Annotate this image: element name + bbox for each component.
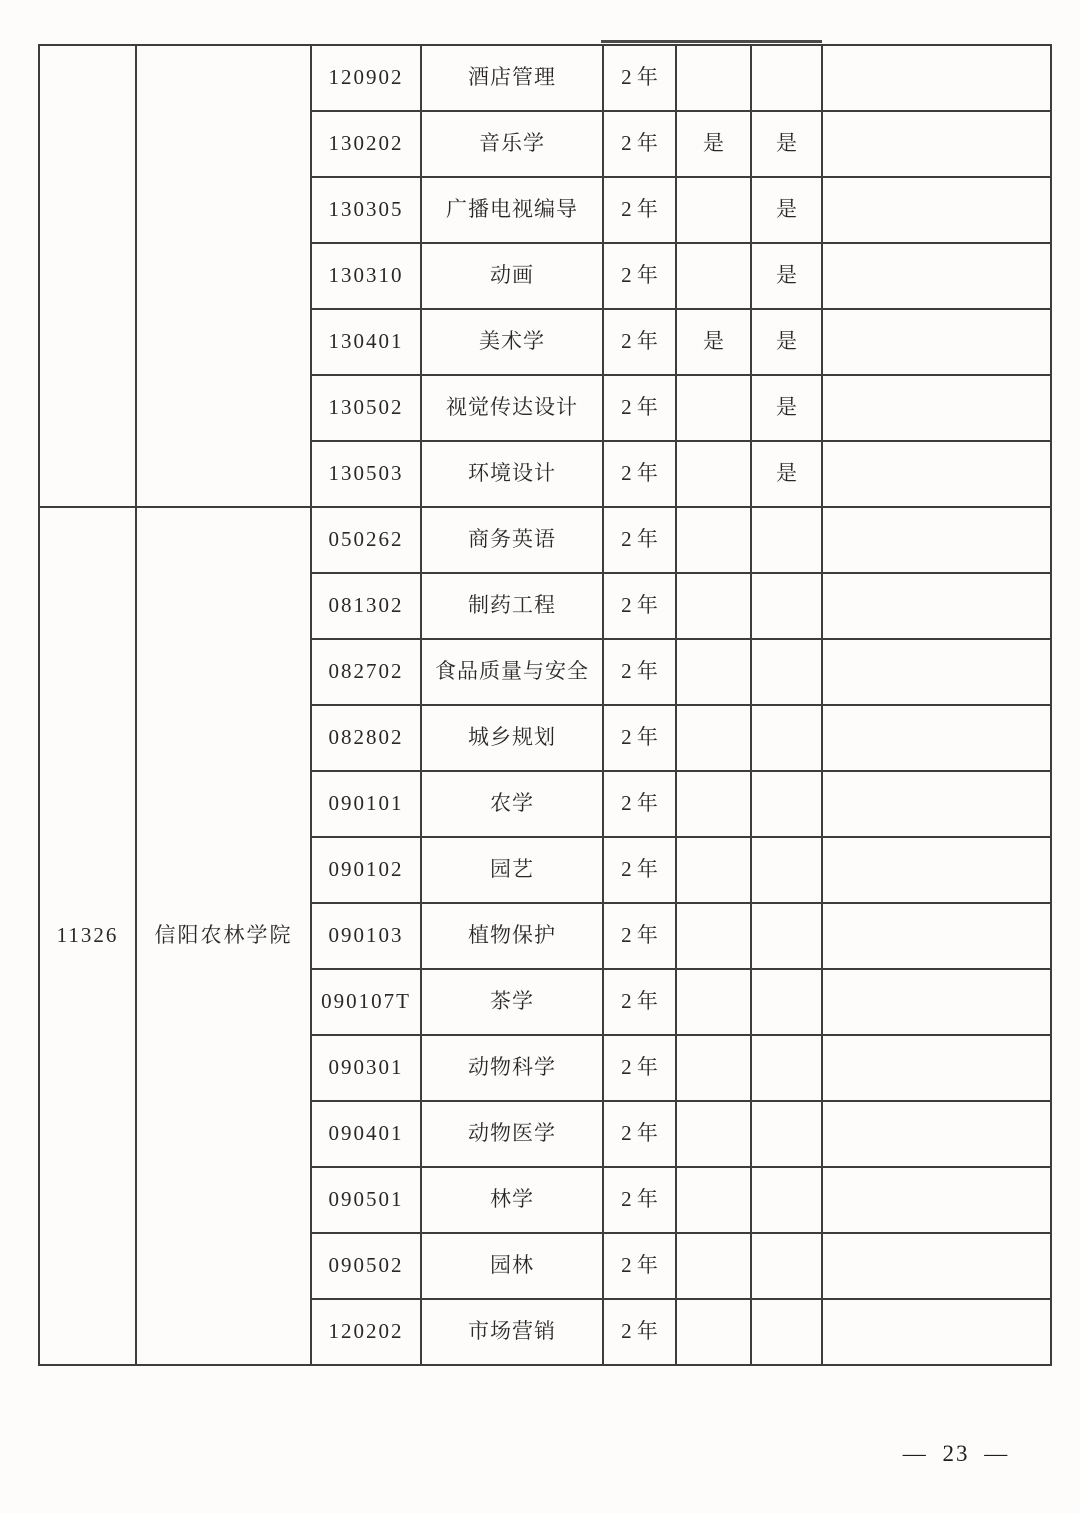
major-name-cell: 美术学 [421,309,603,375]
flag2-cell [751,1167,822,1233]
flag1-cell [676,507,751,573]
remark-cell [822,177,1051,243]
major-code-cell: 130502 [311,375,421,441]
remark-cell [822,1299,1051,1365]
major-name-cell: 茶学 [421,969,603,1035]
flag2-cell: 是 [751,243,822,309]
remark-cell [822,45,1051,111]
major-name-cell: 动物科学 [421,1035,603,1101]
school-name-cell: 信阳农林学院 [136,507,311,1365]
remark-cell [822,639,1051,705]
school-code-cell: 11326 [39,507,136,1365]
flag2-cell [751,45,822,111]
major-code-cell: 090301 [311,1035,421,1101]
major-name-cell: 植物保护 [421,903,603,969]
major-name-cell: 园林 [421,1233,603,1299]
major-name-cell: 广播电视编导 [421,177,603,243]
duration-cell: 2 年 [603,1233,676,1299]
duration-cell: 2 年 [603,639,676,705]
flag1-cell [676,243,751,309]
previous-row-cutoff-line [601,40,822,43]
major-code-cell: 130202 [311,111,421,177]
flag2-cell: 是 [751,309,822,375]
flag2-cell: 是 [751,111,822,177]
remark-cell [822,1167,1051,1233]
remark-cell [822,837,1051,903]
remark-cell [822,1233,1051,1299]
remark-cell [822,309,1051,375]
school-code-cell [39,45,136,507]
flag2-cell: 是 [751,177,822,243]
major-code-cell: 120202 [311,1299,421,1365]
remark-cell [822,441,1051,507]
duration-cell: 2 年 [603,507,676,573]
flag2-cell [751,771,822,837]
flag1-cell [676,573,751,639]
duration-cell: 2 年 [603,705,676,771]
flag1-cell [676,375,751,441]
flag2-cell [751,903,822,969]
remark-cell [822,573,1051,639]
remark-cell [822,243,1051,309]
flag2-cell [751,507,822,573]
table-body [39,45,1051,1365]
duration-cell: 2 年 [603,1299,676,1365]
major-code-cell: 090401 [311,1101,421,1167]
major-name-cell: 环境设计 [421,441,603,507]
major-code-cell: 130310 [311,243,421,309]
major-name-cell: 动物医学 [421,1101,603,1167]
table-row [39,45,1051,111]
duration-cell: 2 年 [603,309,676,375]
remark-cell [822,375,1051,441]
major-code-cell: 090501 [311,1167,421,1233]
flag1-cell [676,1167,751,1233]
major-name-cell: 城乡规划 [421,705,603,771]
duration-cell: 2 年 [603,1035,676,1101]
major-code-cell: 120902 [311,45,421,111]
duration-cell: 2 年 [603,573,676,639]
major-code-cell: 130503 [311,441,421,507]
major-code-cell: 090102 [311,837,421,903]
flag2-cell [751,1233,822,1299]
flag2-cell [751,969,822,1035]
flag1-cell [676,441,751,507]
flag2-cell: 是 [751,375,822,441]
school-name-cell [136,45,311,507]
major-name-cell: 酒店管理 [421,45,603,111]
major-code-cell: 090502 [311,1233,421,1299]
remark-cell [822,111,1051,177]
flag1-cell [676,705,751,771]
remark-cell [822,705,1051,771]
flag2-cell [751,705,822,771]
remark-cell [822,1035,1051,1101]
flag1-cell [676,837,751,903]
majors-table [38,44,1052,1366]
flag1-cell [676,45,751,111]
major-code-cell: 081302 [311,573,421,639]
flag2-cell [751,1101,822,1167]
duration-cell: 2 年 [603,837,676,903]
major-code-cell: 090101 [311,771,421,837]
flag1-cell [676,639,751,705]
major-name-cell: 商务英语 [421,507,603,573]
duration-cell: 2 年 [603,45,676,111]
flag2-cell [751,1299,822,1365]
major-code-cell: 050262 [311,507,421,573]
flag1-cell [676,1101,751,1167]
duration-cell: 2 年 [603,375,676,441]
flag1-cell [676,177,751,243]
major-code-cell: 090107T [311,969,421,1035]
flag1-cell [676,1299,751,1365]
remark-cell [822,771,1051,837]
major-name-cell: 林学 [421,1167,603,1233]
duration-cell: 2 年 [603,903,676,969]
flag2-cell [751,639,822,705]
remark-cell [822,969,1051,1035]
page-number: — 23 — [902,1441,1010,1466]
remark-cell [822,903,1051,969]
flag1-cell: 是 [676,111,751,177]
major-name-cell: 园艺 [421,837,603,903]
flag1-cell [676,903,751,969]
duration-cell: 2 年 [603,441,676,507]
flag1-cell [676,771,751,837]
major-name-cell: 制药工程 [421,573,603,639]
major-name-cell: 视觉传达设计 [421,375,603,441]
flag1-cell [676,1035,751,1101]
table-row [39,507,1051,573]
major-code-cell: 082702 [311,639,421,705]
flag1-cell [676,1233,751,1299]
major-name-cell: 音乐学 [421,111,603,177]
major-name-cell: 农学 [421,771,603,837]
duration-cell: 2 年 [603,111,676,177]
duration-cell: 2 年 [603,969,676,1035]
flag2-cell [751,837,822,903]
duration-cell: 2 年 [603,1167,676,1233]
flag1-cell [676,969,751,1035]
remark-cell [822,1101,1051,1167]
major-name-cell: 动画 [421,243,603,309]
major-code-cell: 090103 [311,903,421,969]
duration-cell: 2 年 [603,177,676,243]
duration-cell: 2 年 [603,1101,676,1167]
remark-cell [822,507,1051,573]
major-code-cell: 082802 [311,705,421,771]
major-name-cell: 食品质量与安全 [421,639,603,705]
flag1-cell: 是 [676,309,751,375]
major-code-cell: 130401 [311,309,421,375]
duration-cell: 2 年 [603,243,676,309]
flag2-cell [751,573,822,639]
duration-cell: 2 年 [603,771,676,837]
major-name-cell: 市场营销 [421,1299,603,1365]
flag2-cell: 是 [751,441,822,507]
major-code-cell: 130305 [311,177,421,243]
flag2-cell [751,1035,822,1101]
